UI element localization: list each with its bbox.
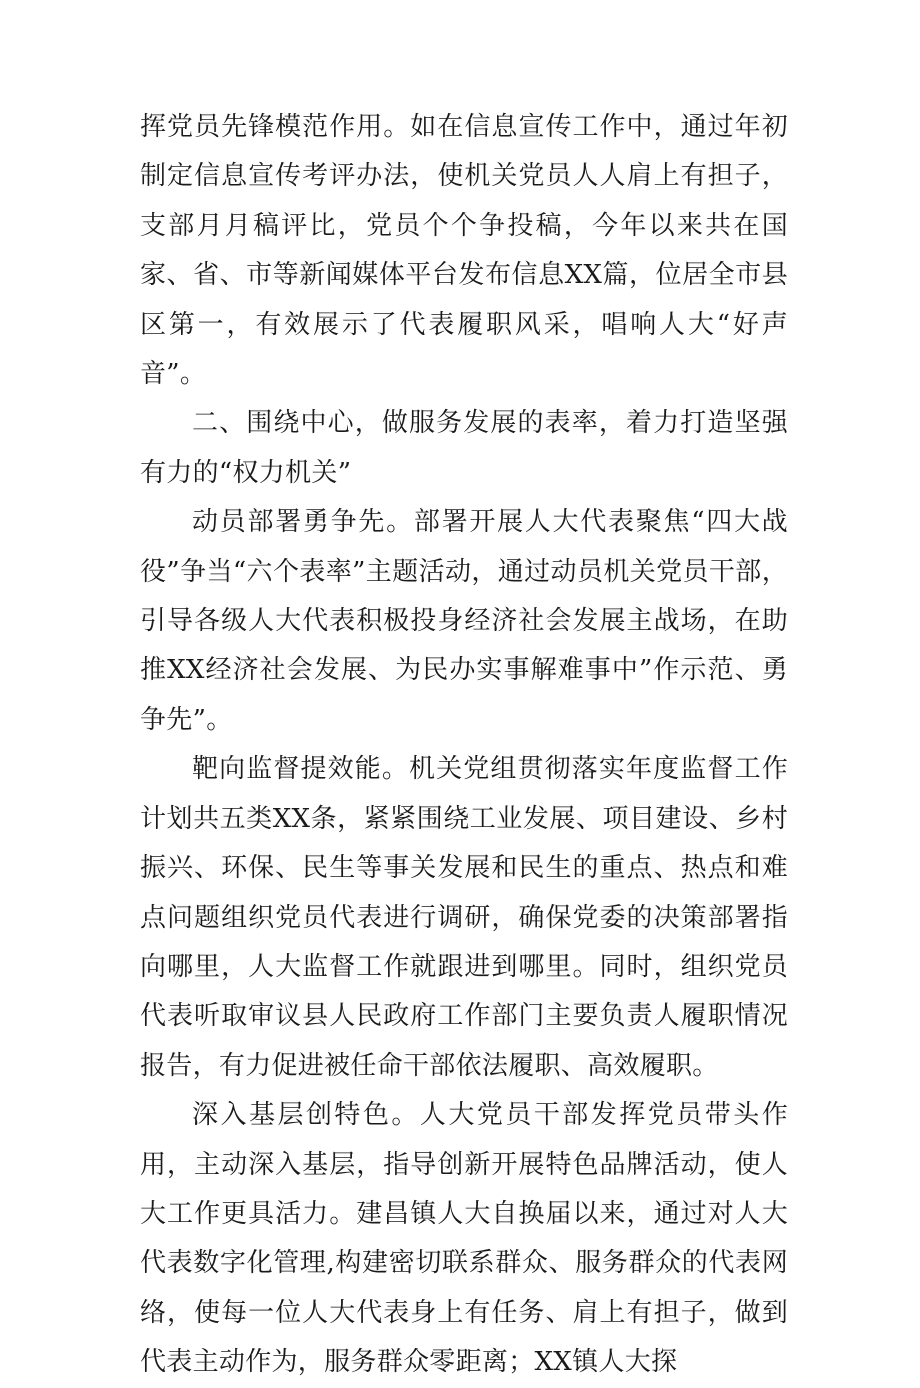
paragraph-supervision: 靶向监督提效能。机关党组贯彻落实年度监督工作计划共五类XX条，紧紧围绕工业发展、项目建设、乡村振兴、环保、民生等事关发展和民生的重点、热点和难点问题组织党员代表进行调研，确保党委的决策部署指向哪里，人大监督工作就跟进到哪里。同时，组织党员代表听取审议县人民政府工作部门主要负责人履职情况报告，有力促进被任命干部依法履职、高效履职。 (140, 754, 788, 1081)
document-body (140, 103, 788, 1388)
paragraph-mobilization: 动员部署勇争先。部署开展人大代表聚焦“四大战役”争当“六个表率”主题活动，通过动员机关党员干部，引导各级人大代表积极投身经济社会发展主战场，在助推XX经济社会发展、为民办实事解难事中”作示范、勇争先”。 (140, 507, 788, 735)
section-heading: 二、围绕中心，做服务发展的表率，着力打造坚强有力的“权力机关” (140, 408, 788, 488)
paragraph-continuation: 挥党员先锋模范作用。如在信息宣传工作中，通过年初制定信息宣传考评办法，使机关党员人人肩上有担子，支部月月稿评比，党员个个争投稿，今年以来共在国家、省、市等新闻媒体平台发布信息XX篇，位居全市县区第一，有效展示了代表履职风采，唱响人大“好声音”。 (140, 112, 788, 390)
paragraph-grassroots: 深入基层创特色。人大党员干部发挥党员带头作用，主动深入基层，指导创新开展特色品牌活动，使人大工作更具活力。建昌镇人大自换届以来，通过对人大代表数字化管理,构建密切联系群众、服务群众的代表网络，使每一位人大代表身上有任务、肩上有担子，做到代表主动作为，服务群众零距离；XX镇人大探 (140, 1100, 788, 1378)
